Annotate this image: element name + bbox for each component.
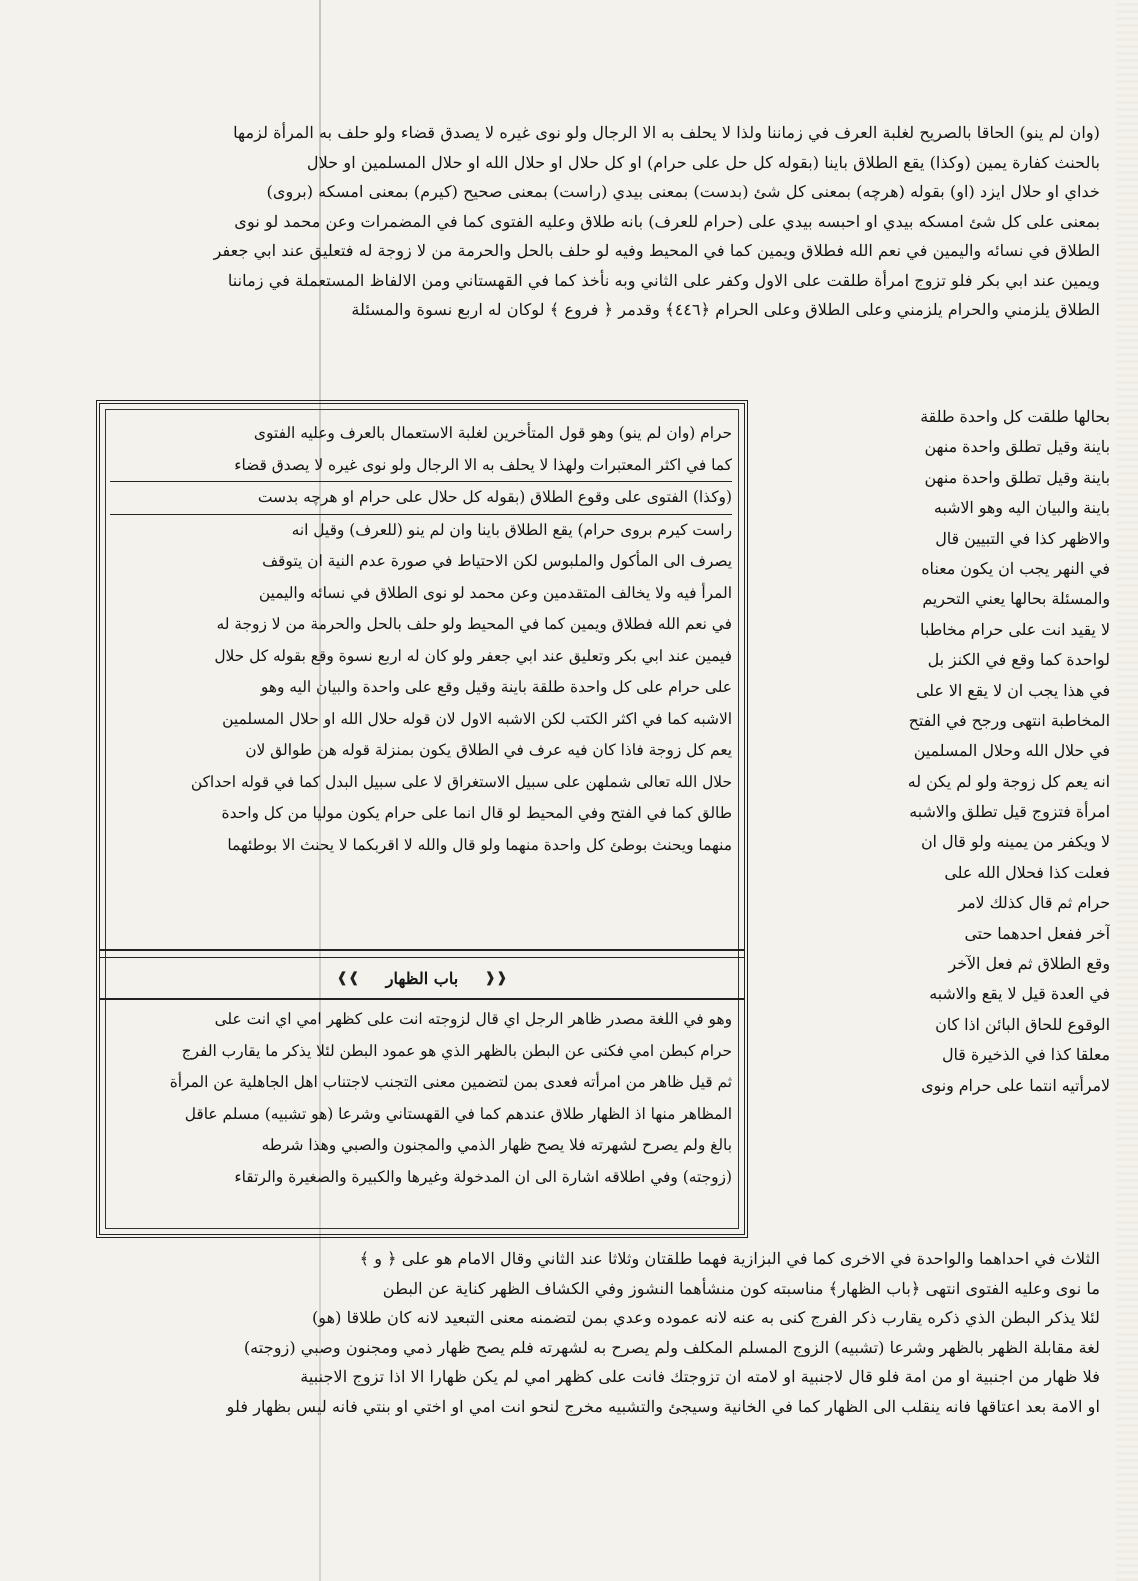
side-line: وقع الطلاق ثم فعل الآخر <box>948 954 1110 974</box>
box-line: (وكذا) الفتوى على وقوع الطلاق (بقوله كل حلال على حرام او هرچه بدست <box>110 482 732 515</box>
side-line: المخاطبة انتهى ورجح في الفتح <box>908 710 1110 730</box>
box-line: فيمين عند ابي بكر وتعليق عند ابي جعفر ولو كان له اربع نسوة وقع بقوله كل حلال <box>214 646 732 665</box>
box-divider <box>100 949 744 951</box>
side-line: معلقا كذا في الذخيرة قال <box>942 1045 1110 1065</box>
text-line: خداي او حلال ايزد (او) بقوله (هرچه) بمعنى كل شئ (بدست) بمعنى بيدي (راست) بمعنى صحيح (كيرم) بمعنى امسكه (بروى) <box>266 182 1100 201</box>
box-line: حرام (وان لم ينو) وهو قول المتأخرين لغلبة الاستعمال بالعرف وعليه الفتوى <box>253 424 732 442</box>
box-line: (زوجته) وفي اطلاقه اشارة الى ان المدخولة وغيرها والكبيرة والصغيرة والرتقاء <box>234 1167 732 1186</box>
chapter-heading: باب الظهار <box>385 968 459 988</box>
text-line: الطلاق في نسائه واليمين في نعم الله فطلاق ويمين كما في المحيط وفيه لو حلف بالحل والحرمة من لا زوجة له فتعليق عند ابي جعفر <box>213 241 1100 260</box>
text-line: الثلاث في احداهما والواحدة في الاخرى كما في البزازية فهما طلقتان وثلاثا عند الثاني وقال الامام هو على ﴿ و ﴾ <box>359 1249 1100 1268</box>
box-line: يعم كل زوجة فاذا كان فيه عرف في الطلاق يكون بمنزلة قوله هن طوالق لان <box>245 741 732 759</box>
side-line: امرأة فتزوج قيل تطلق والاشبه <box>909 802 1110 822</box>
side-line: حرام ثم قال كذلك لامر <box>958 893 1110 913</box>
side-line: في النهر يجب ان يكون معناه <box>921 558 1110 578</box>
text-line: او الامة بعد اعتاقها فانه ينقلب الى الظهار كما في الخانية وسيجئ والتشبيه مخرج لنحو انت امي او اختي او بنتي فانه ليس بظهار فلو <box>226 1396 1100 1416</box>
side-line: والمسئلة بحالها يعني التحريم <box>922 589 1110 609</box>
top-commentary <box>100 118 1100 325</box>
box-line: على حرام على كل واحدة طلقة باينة وقيل وقع على واحدة والبيان اليه وهو <box>260 678 732 696</box>
side-line: آخر ففعل احدهما حتى <box>964 923 1110 943</box>
side-line: انه يعم كل زوجة ولو لم يكن له <box>907 771 1110 791</box>
side-line: لا ويكفر من يمينه ولو قال ان <box>920 832 1110 852</box>
text-line: بالحنث كفارة يمين (وكذا) يقع الطلاق باينا (بقوله كل حل على حرام) او كل حلال او حلال الله او حلال المسلمين او حلال <box>306 152 1100 172</box>
box-line: راست كيرم بروى حرام) يقع الطلاق باينا وان لم ينو (للعرف) وقيل انه <box>291 520 732 539</box>
side-line: باينة والبيان اليه وهو الاشبه <box>933 498 1110 518</box>
box-line: بالغ ولم يصرح لشهرته فلا يصح ظهار الذمي والمجنون والصبي وهذا شرطه <box>261 1136 732 1154</box>
box-line: وهو في اللغة مصدر ظاهر الرجل اي قال لزوجته انت على كظهر امي اي انت على <box>214 1010 732 1028</box>
text-line: فلا ظهار من اجنبية او من امة فلو قال لاجنبية او لامته ان تزوجتك فانت على كظهر امي لم يكن ظهارا الا اذا تزوج الاجنبية <box>300 1367 1100 1386</box>
box-line: طالق كما في الفتح وفي المحيط لو قال انما على حرام يكون موليا من كل واحدة <box>221 804 732 822</box>
side-line: في حلال الله وحلال المسلمين <box>913 741 1110 761</box>
bottom-commentary <box>100 1244 1100 1421</box>
side-line: لا يقيد انت على حرام مخاطبا <box>920 619 1110 639</box>
text-line: (وان لم ينو) الحاقا بالصريح لغلبة العرف في زماننا ولذا لا يحلف به الا الرجال ولو نوى غيره لا يصدق قضاء ولو حلف به المرأة لزمها <box>233 123 1100 142</box>
side-line: باينة وقيل تطلق واحدة منهن <box>924 437 1110 457</box>
side-line: في هذا يجب ان لا يقع الا على <box>916 680 1110 700</box>
side-line: في العدة قيل لا يقع والاشبه <box>929 984 1110 1004</box>
box-line: كما في اكثر المعتبرات ولهذا لا يحلف به الا الرجال ولو نوى غيره لا يصدق قضاء <box>110 450 732 483</box>
box-line: المرأ فيه ولا يخالف المتقدمين وعن محمد لو نوى الطلاق في نسائه واليمين <box>258 583 732 602</box>
box-section-2 <box>110 1004 732 1193</box>
box-line: في نعم الله فطلاق ويمين كما في المحيط ولو حلف بالحل والحرمة من لا زوجة له <box>216 615 732 633</box>
side-line: باينة وقيل تطلق واحدة منهن <box>924 467 1110 487</box>
side-line: بحالها طلقت كل واحدة طلقة <box>920 407 1110 426</box>
box-line: الاشبه كما في اكثر الكتب لكن الاشبه الاول لان قوله حلال الله او حلال المسلمين <box>222 709 732 728</box>
text-line: لئلا يذكر البطن الذي ذكره يقارب ذكر الفرج كنى به عنه لانه عموده وعدي بمن لتضمنه معنى التبعيد لانه كان طلاقا (هو) <box>311 1308 1100 1327</box>
text-line: لغة مقابلة الظهر بالظهر وشرعا (تشبيه) الزوج المسلم المكلف ولم يصرح به لشهرته فلم يصح ظهار ذمي ومجنون وصبي (زوجته) <box>243 1337 1100 1357</box>
header-line: الطلاق يلزمني والحرام يلزمني وعلى الطلاق وعلى الحرام ﴿٤٤٦﴾ وقدمر ﴿ فروع ﴾ لوكان له اربع نسوة والمسئلة <box>351 300 1100 319</box>
side-commentary <box>754 402 1110 1101</box>
side-line: لامرأتيه انتما على حرام ونوى <box>921 1075 1110 1095</box>
box-section-1 <box>110 418 732 861</box>
side-line: لواحدة كما وقع في الكنز بل <box>927 650 1110 670</box>
box-line: يصرف الى المأكول والملبوس لكن الاحتياط في صورة عدم النية ان يتوقف <box>262 552 732 570</box>
chapter-heading-bar <box>100 957 744 1000</box>
box-line: حرام كبطن امي فكنى عن البطن بالظهر الذي هو عمود البطن لئلا يذكر ما يقارب الفرج <box>181 1041 732 1060</box>
box-line: ثم قيل ظاهر من امرأته فعدى بمن لتضمين معنى التجنب لاجتناب اهل الجاهلية عن المرأة <box>169 1073 732 1091</box>
box-line: المظاهر منها اذ الظهار طلاق عندهم كما في القهستاني وشرعا (هو تشبيه) مسلم عاقل <box>184 1104 732 1123</box>
page-edge <box>1116 0 1138 1581</box>
main-text-box <box>96 400 748 1238</box>
box-line: حلال الله تعالى شملهن على سبيل الاستغراق لا على سبيل البدل كما في قوله احداكن <box>190 772 732 791</box>
box-line: منهما ويحنث بوطئ كل واحدة منهما ولو قال والله لا اقربكما لا يحنث الا بوطئهما <box>227 835 732 854</box>
text-line: ويمين عند ابي بكر فلو تزوج امرأة طلقت على الاول وكفر على الثاني وبه نأخذ كما في القهستاني ومن الالفاظ المستعملة في زماننا <box>227 270 1100 290</box>
ornament-icon: ❰❰ <box>336 970 360 986</box>
text-line: بمعنى على كل شئ امسكه بيدي او احبسه بيدي على (حرام للعرف) بانه طلاق وعليه الفتوى كما في المضمرات وعن محمد لو نوى <box>234 211 1100 231</box>
side-line: فعلت كذا فحلال الله على <box>944 862 1110 882</box>
side-line: والاظهر كذا في التبيين قال <box>935 528 1110 548</box>
side-line: الوقوع للحاق البائن اذا كان <box>935 1014 1110 1034</box>
text-line: ما نوى وعليه الفتوى انتهى ﴿باب الظهار﴾ مناسبته كون منشأهما النشوز وفي الكشاف الظهر كناية عن البطن <box>382 1278 1100 1298</box>
ornament-icon: ❱❱ <box>484 970 508 986</box>
